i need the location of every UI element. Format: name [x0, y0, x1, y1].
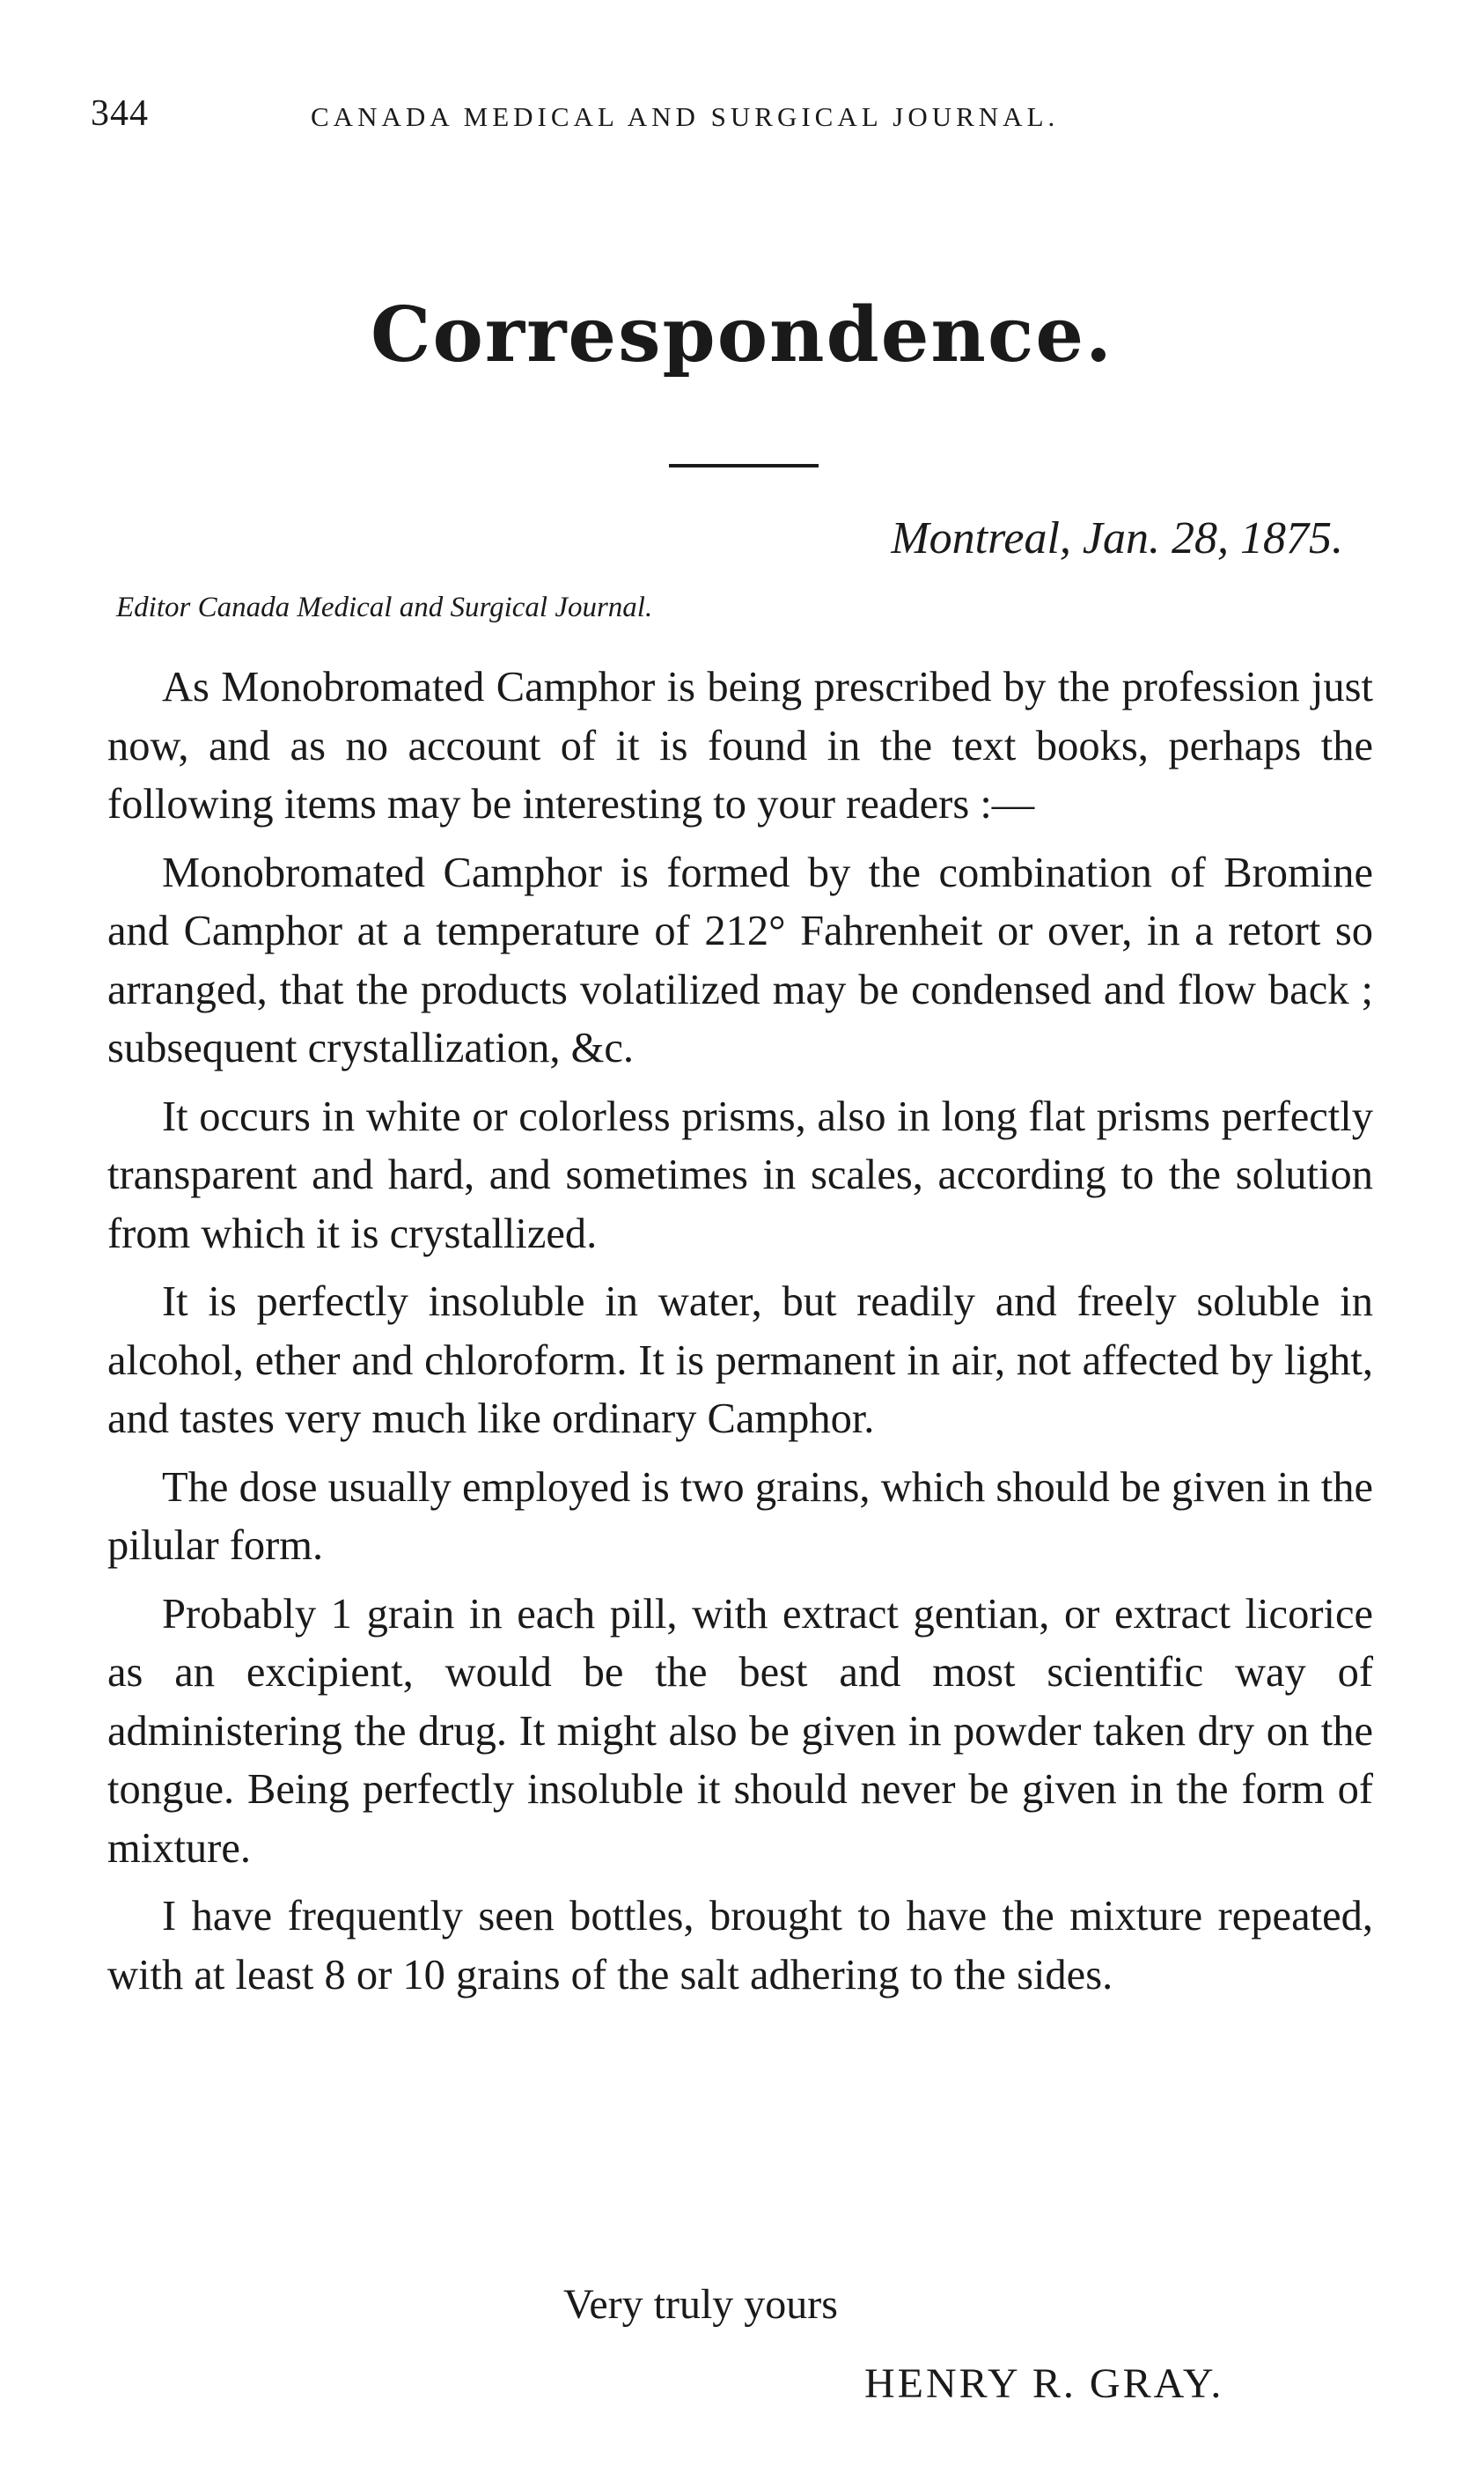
- running-head: CANADA MEDICAL AND SURGICAL JOURNAL.: [311, 101, 1060, 132]
- signature: HENRY R. GRAY.: [864, 2360, 1224, 2407]
- paragraph-7: I have frequently seen bottles, brought to have the mixture repeated, with at least 8 or 10 grains of the salt adhering to the sides.: [107, 1893, 1373, 1998]
- closing: Very truly yours: [563, 2281, 838, 2328]
- paragraph-2: Monobromated Camphor is formed by the combination of Bromine and Camphor at a temperature of 212° Fahrenheit or over, in a retort so arranged, that the products volatilized may be condensed and flow back ; subsequent crystallization, &c.: [107, 849, 1373, 1071]
- paragraph-3: It occurs in white or colorless prisms, also in long flat prisms perfectly transparent and hard, and sometimes in scales, according to the solution from which it is crystallized.: [107, 1093, 1373, 1257]
- paragraph-5: The dose usually employed is two grains, which should be given in the pilular form.: [107, 1463, 1373, 1569]
- page-number: 344: [91, 93, 149, 134]
- dateline: Montreal, Jan. 28, 1875.: [891, 513, 1343, 563]
- letter-body: [107, 659, 1373, 2014]
- paragraph-6: Probably 1 grain in each pill, with extract gentian, or extract licorice as an excipient, would be the best and most scientific way of administering the drug. It might also be given in powder taken dry on the tongue. Being perfectly insoluble it should never be given in the form of mixture.: [107, 1590, 1373, 1872]
- title-rule: [669, 464, 819, 467]
- salutation: Editor Canada Medical and Surgical Journal.: [116, 592, 653, 623]
- paragraph-4: It is perfectly insoluble in water, but readily and freely soluble in alcohol, ether and chloroform. It is permanent in air, not affected by light, and tastes very much like ordinary Camphor.: [107, 1278, 1373, 1442]
- page-header: [91, 92, 1182, 154]
- paragraph-1: As Monobromated Camphor is being prescribed by the profession just now, and as no account of it is found in the text books, perhaps the following items may be interesting to your readers :—: [107, 664, 1373, 828]
- section-title: Correspondence.: [371, 291, 1113, 379]
